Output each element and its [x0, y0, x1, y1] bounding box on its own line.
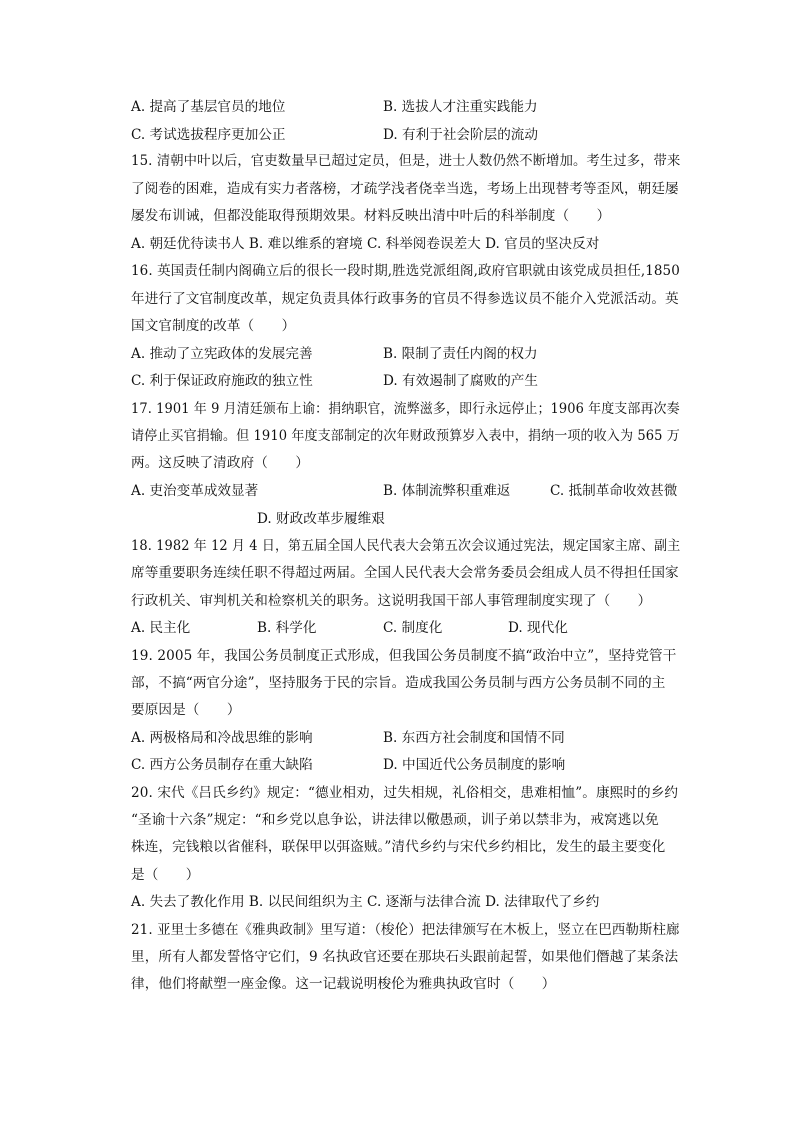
q19-text-line-1: 19. 2005 年，我国公务员制度正式形成，但我国公务员制度不搞“政治中立”，坚持党管干 [131, 648, 677, 664]
q14-option-b[interactable]: B. 选拔人才注重实践能力 [383, 99, 538, 115]
q18-option-b[interactable]: B. 科学化 [257, 620, 317, 636]
q16-text-line-3: 国文官制度的改革（ ） [131, 318, 296, 334]
q18-text-line-3: 行政机关、审判机关和检察机关的职务。这说明我国干部人事管理制度实现了（ ） [131, 593, 652, 609]
q16-text-line-1: 16. 英国责任制内阁确立后的很长一段时期,胜选党派组阁,政府官职就由该党成员担任,1850 [131, 263, 680, 279]
q18-text-line-1: 18. 1982 年 12 月 4 日，第五届全国人民代表大会第五次会议通过宪法，规定国家主席、副主 [131, 538, 681, 554]
q19-option-d[interactable]: D. 中国近代公务员制度的影响 [383, 757, 566, 773]
q20-text-line-2: “圣谕十六条”规定：“和乡党以息争讼，讲法律以儆愚顽，训子弟以禁非为，戒窝逃以免 [131, 812, 659, 828]
q16-option-c[interactable]: C. 利于保证政府施政的独立性 [131, 373, 313, 389]
q20-options[interactable]: A. 失去了教化作用 B. 以民间组织为主 C. 逐渐与法律合流 D. 法律取代了乡约 [131, 894, 600, 910]
q15-options[interactable]: A. 朝廷优待读书人 B. 难以维系的窘境 C. 科举阅卷误差大 D. 官员的坚决反对 [131, 236, 600, 252]
q14-option-d[interactable]: D. 有利于社会阶层的流动 [383, 127, 538, 143]
q14-option-a[interactable]: A. 提高了基层官员的地位 [131, 99, 286, 115]
q19-text-line-2: 部，不搞“两官分途”，坚持服务于民的宗旨。造成我国公务员制与西方公务员制不同的主 [131, 675, 666, 691]
q16-option-d[interactable]: D. 有效遏制了腐败的产生 [383, 373, 538, 389]
q18-option-d[interactable]: D. 现代化 [508, 620, 568, 636]
q17-text-line-1: 17. 1901 年 9 月清廷颁布上谕：捐纳职官，流弊滋多，即行永远停止；1906 年度支部再次奏 [131, 401, 680, 417]
q16-option-a[interactable]: A. 推动了立宪政体的发展完善 [131, 346, 313, 362]
q17-text-line-3: 两。这反映了清政府（ ） [131, 455, 310, 471]
q17-option-c[interactable]: C. 抵制革命收效甚微 [550, 483, 678, 499]
q21-text-line-1: 21. 亚里士多德在《雅典政制》里写道：（梭伦）把法律颁写在木板上，竖立在巴西勒斯柱廊 [131, 922, 680, 938]
q18-option-c[interactable]: C. 制度化 [383, 620, 443, 636]
q16-text-line-2: 年进行了文官制度改革，规定负责具体行政事务的官员不得参选议员不能介入党派活动。英 [131, 291, 679, 307]
q18-text-line-2: 席等重要职务连续任职不得超过两届。全国人民代表大会常务委员会组成人员不得担任国家 [131, 565, 679, 581]
q17-option-a[interactable]: A. 吏治变革成效显著 [131, 483, 259, 499]
q17-text-line-2: 请停止买官捐输。但 1910 年度支部制定的次年财政预算岁入表中，捐纳一项的收入为 565 万 [131, 428, 680, 444]
q20-text-line-3: 株连，完钱粮以省催科，联保甲以弭盗贼。”清代乡约与宋代乡约相比，发生的最主要变化 [131, 839, 666, 855]
q19-text-line-3: 要原因是（ ） [131, 702, 241, 718]
q19-option-a[interactable]: A. 两极格局和冷战思维的影响 [131, 730, 313, 746]
q15-text-line-3: 屡发布训诫，但都没能取得预期效果。材料反映出清中叶后的科举制度（ ） [131, 208, 611, 224]
q17-option-b[interactable]: B. 体制流弊积重难返 [383, 483, 511, 499]
q21-text-line-2: 里，所有人都发誓恪守它们，9 名执政官还要在那块石头跟前起誓，如果他们僭越了某条法 [131, 949, 679, 965]
q14-option-c[interactable]: C. 考试选拔程序更加公正 [131, 127, 286, 143]
q15-text-line-2: 了阅卷的困难，造成有实力者落榜，才疏学浅者侥幸当选，考场上出现替考等歪风，朝廷屡 [131, 181, 679, 197]
q19-option-b[interactable]: B. 东西方社会制度和国情不同 [383, 730, 565, 746]
q20-text-line-4: 是（ ） [131, 867, 200, 883]
q20-text-line-1: 20. 宋代《吕氏乡约》规定：“德业相劝，过失相规，礼俗相交，患难相恤”。康熙时的乡约 [131, 785, 679, 801]
q16-option-b[interactable]: B. 限制了责任内阁的权力 [383, 346, 538, 362]
q15-text-line-1: 15. 清朝中叶以后，官吏数量早已超过定员，但是，进士人数仍然不断增加。考生过多，带来 [131, 153, 681, 169]
q17-option-d[interactable]: D. 财政改革步履维艰 [257, 511, 385, 527]
q21-text-line-3: 律，他们将献塑一座金像。这一记载说明梭伦为雅典执政官时（ ） [131, 976, 556, 992]
q19-option-c[interactable]: C. 西方公务员制存在重大缺陷 [131, 757, 313, 773]
q18-option-a[interactable]: A. 民主化 [131, 620, 191, 636]
